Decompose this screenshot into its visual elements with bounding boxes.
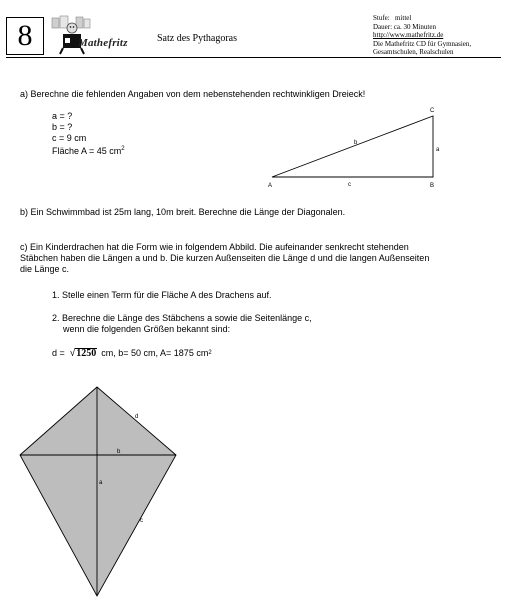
sqrt-radicand: 1250 [76, 348, 97, 359]
page-title: Satz des Pythagoras [157, 33, 237, 44]
vertex-A-label: A [268, 183, 273, 189]
level-label: Stufe: [373, 14, 390, 22]
right-triangle-diagram [262, 104, 446, 190]
given-area: Fläche A = 45 $cm^2$ [52, 146, 125, 156]
task-a-givens [52, 111, 125, 157]
sqrt-icon: √ [69, 348, 76, 359]
kite-diagram [14, 384, 184, 600]
side-c-label: c [348, 182, 351, 188]
level-value: mittel [394, 14, 412, 22]
kite-d-label: d [135, 414, 139, 420]
side-a-label: a [436, 147, 440, 153]
task-c-item-2: 2. Berechne die Länge des Stäbchens a sowie die Seitenlänge c, wenn die folgenden Größen bekannt sind: [52, 313, 312, 334]
schools-line: Gesamtschulen, Realschulen [373, 48, 454, 56]
task-c-formula: d = √ 1250 cm, b= 50 cm, A= 1875 cm 2 [52, 348, 212, 359]
worksheet-info [373, 14, 471, 57]
header-divider [6, 57, 501, 58]
vertex-C-label: C [430, 108, 435, 114]
kite-shape [20, 387, 176, 596]
side-b-label: b [354, 140, 358, 146]
task-c-item-1: 1. Stelle einen Term für die Fläche A des Drachens auf. [52, 290, 272, 300]
task-c-text: c) Ein Kinderdrachen hat die Form wie in folgendem Abbild. Die aufeinander senkrecht stehenden Stäbchen haben die Längen a und b. Die kurzen Außenseiten die Länge d und die langen Außenseiten die Länge c. [20, 242, 430, 274]
task-a-text: a) Berechne die fehlenden Angaben von dem nebenstehenden rechtwinkligen Dreieck! [20, 89, 366, 99]
triangle-shape [272, 116, 433, 177]
level-line [373, 14, 471, 23]
kite-a-label: a [99, 480, 103, 486]
worksheet-number: 8 [6, 17, 44, 55]
mathefritz-logo [50, 14, 146, 56]
given-b: b = ? [52, 122, 73, 132]
given-a: a = ? [52, 111, 73, 121]
kite-c-label: c [140, 518, 143, 524]
logo-wordmark: Mathefritz [78, 37, 128, 49]
given-c: c = 9 cm [52, 133, 87, 143]
website-link[interactable]: http://www.mathefritz.de [373, 31, 444, 39]
kite-b-label: b [117, 449, 121, 455]
cd-line: Die Mathefritz CD für Gymnasien, [373, 39, 472, 48]
vertex-B-label: B [430, 183, 435, 189]
duration-line: Dauer: ca. 30 Minuten [373, 22, 436, 31]
task-b-text: b) Ein Schwimmbad ist 25m lang, 10m breit. Berechne die Länge der Diagonalen. [20, 207, 346, 217]
